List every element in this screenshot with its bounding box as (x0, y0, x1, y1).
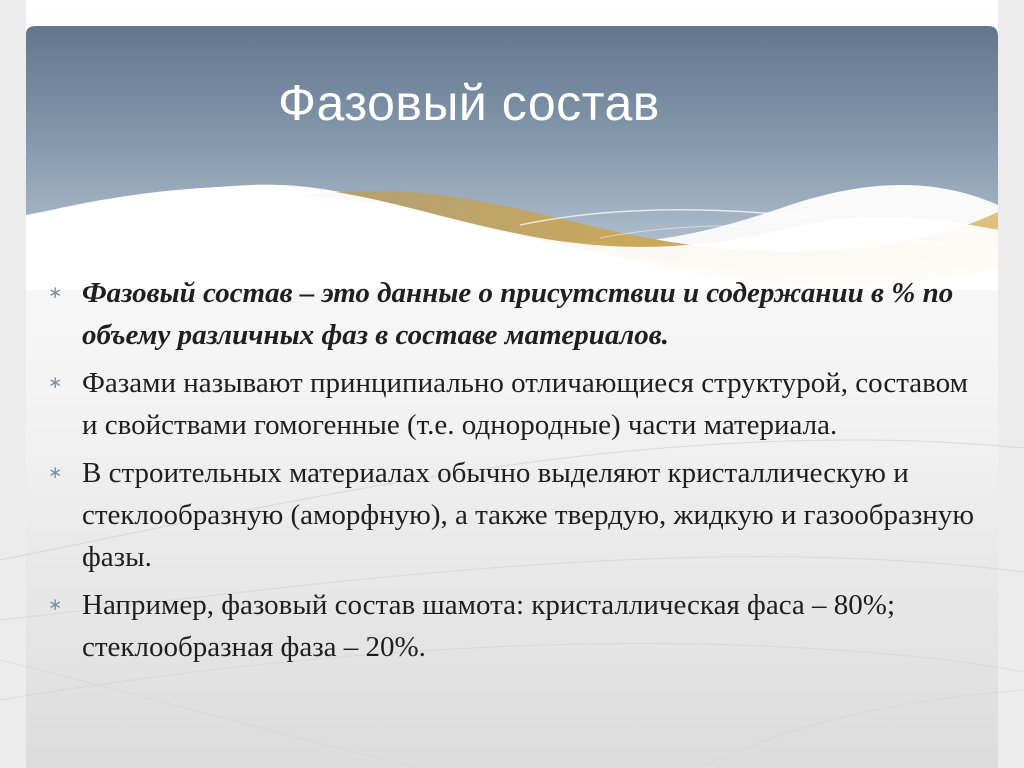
bullet-text: В строительных материалах обычно выделяют кристаллическую и стеклообразную (аморфную), а также твердую, жидкую и газообразную фазы. (82, 457, 974, 573)
bullet-list (48, 272, 988, 674)
bullet-text: Фазами называют принципиально отличающиеся структурой, составом и свойствами гомогенные (т.е. однородные) части материала. (82, 367, 968, 441)
slide-title: Фазовый состав (278, 75, 660, 131)
bullet-item-definition (48, 272, 988, 356)
bullet-item-phases (48, 362, 988, 446)
bullet-item-example (48, 584, 988, 668)
asterisk-icon: ∗ (48, 283, 63, 303)
asterisk-icon: ∗ (48, 595, 63, 615)
asterisk-icon: ∗ (48, 463, 63, 483)
asterisk-icon: ∗ (48, 373, 63, 393)
bullet-text: Например, фазовый состав шамота: кристаллическая фаса – 80%; стеклообразная фаза – 20%. (82, 589, 896, 663)
bullet-item-building-materials (48, 452, 988, 578)
bullet-text: Фазовый состав – это данные о присутствии и содержании в % по объему различных фаз в составе материалов. (82, 277, 954, 351)
